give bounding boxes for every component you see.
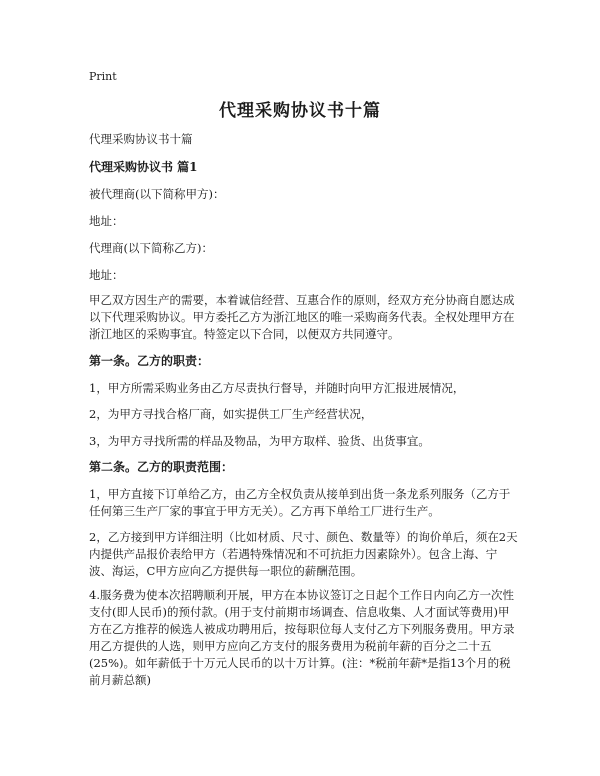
address-line-2: 地址：	[89, 268, 124, 282]
section-1-title: 第一条。乙方的职责：	[89, 354, 210, 368]
section-2-item: 4.服务费为使本次招聘顺利开展，甲方在本协议签订之日起个工作日内向乙方一次性支付(即人民币)的预付款。(用于支付前期市场调查、信息收集、人才面试等费用)甲方在乙方推荐的候选人被成功聘用后，按每职位每人支付乙方下列服务费用。甲方录用乙方提供的人选，则甲方应向乙方支付的服务费用为税前年薪的百分之二十五(25%)。如年薪低于十万元人民币的以十万计算。(注：*税前年薪*是指13个月的税前月薪总额)	[89, 588, 515, 687]
section-2-item: 2，乙方接到甲方详细注明（比如材质、尺寸、颜色、数量等）的询价单后，须在2天内提供产品报价表给甲方（若遇特殊情况和不可抗拒力因素除外）。包含上海、宁波、海运，C甲方应向乙方提供每一职位的薪酬范围。	[89, 530, 518, 578]
agent-line: 代理商(以下简称乙方)：	[89, 241, 213, 255]
section-1-item: 3，为甲方寻找所需的样品及物品，为甲方取样、验货、出货事宜。	[89, 434, 430, 448]
section-2-title: 第二条。乙方的职责范围：	[89, 460, 234, 474]
subtitle: 代理采购协议书十篇	[89, 132, 193, 146]
address-line-1: 地址：	[89, 214, 124, 228]
section-1-item: 2，为甲方寻找合格厂商，如实提供工厂生产经营状况，	[89, 407, 373, 421]
print-link[interactable]: Print	[89, 70, 117, 83]
section-1-item: 1，甲方所需采购业务由乙方尽责执行督导，并随时向甲方汇报进展情况，	[89, 381, 465, 395]
principal-line: 被代理商(以下简称甲方)：	[89, 187, 225, 201]
section-2-item: 1，甲方直接下订单给乙方，由乙方全权负责从接单到出货一条龙系列服务（乙方于任何第三生产厂家的事宜于甲方无关）。乙方再下单给工厂进行生产。	[89, 487, 511, 518]
intro-paragraph: 甲乙双方因生产的需要，本着诚信经营、互惠合作的原则，经双方充分协商自愿达成以下代理采购协议。甲方委托乙方为浙江地区的唯一采购商务代表。全权处理甲方在浙江地区的采购事宜。特签定以下合同，以便双方共同遵守。	[89, 293, 515, 341]
document-title: 代理采购协议书十篇	[219, 101, 381, 121]
article-heading: 代理采购协议书 篇1	[89, 160, 198, 174]
